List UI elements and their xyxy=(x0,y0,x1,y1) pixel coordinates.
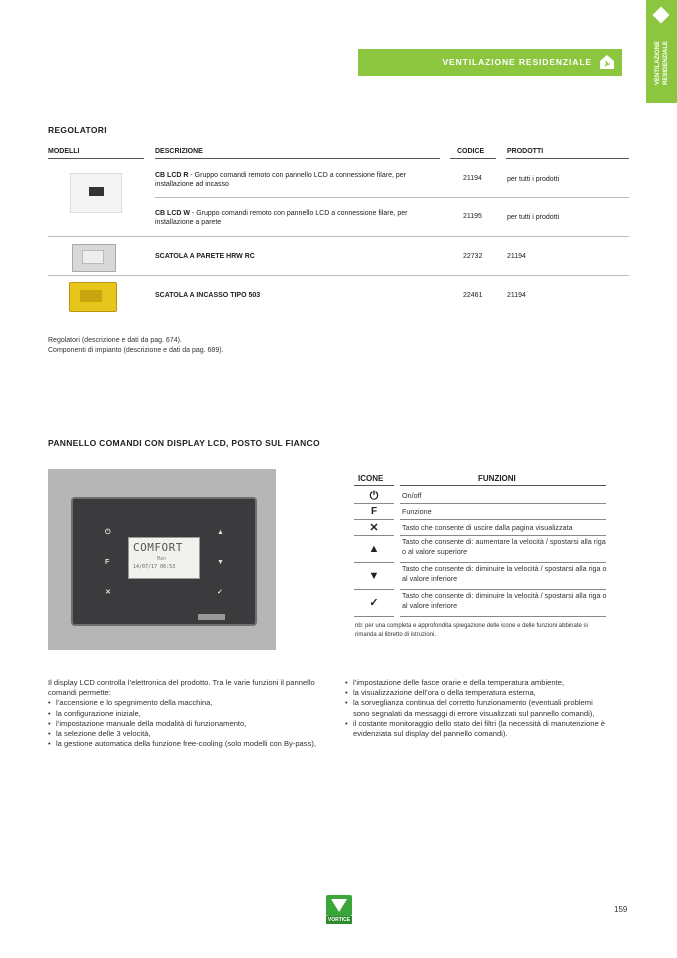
col-descrizione: DESCRIZIONE xyxy=(155,148,203,155)
header-rule xyxy=(506,158,629,159)
row-name: CB LCD W xyxy=(155,210,190,217)
row-products: per tutti i prodotti xyxy=(507,214,560,221)
icon-row-divider xyxy=(400,616,606,617)
list-item: • il costante monitoraggio dello stato dei filtri (la necessità di manutenzione è evidenziata sul display del pannello comandi). xyxy=(345,719,610,739)
panel-check-icon: ✓ xyxy=(217,589,223,596)
power-icon: ⏻ xyxy=(369,490,379,502)
header-rule xyxy=(48,158,144,159)
row-code: 21195 xyxy=(463,213,482,220)
row-desc: - Gruppo comandi remoto con pannello LCD a connessione filare, per installazione ad incasso xyxy=(155,172,406,188)
icon-row-divider xyxy=(354,616,394,617)
note-componenti: Componenti di impianto (descrizione e dati da pag. 689). xyxy=(48,347,224,354)
x-icon: ✕ xyxy=(369,522,379,534)
body-right xyxy=(345,678,610,739)
section-side-tab xyxy=(646,0,677,103)
row-products: 21194 xyxy=(507,253,526,260)
row-divider xyxy=(48,275,629,276)
list-item: • l’impostazione delle fasce orarie e della temperatura ambiente, xyxy=(345,678,610,688)
function-text: Tasto che consente di: diminuire la velocità / spostarsi alla riga o al valore inferiore xyxy=(402,591,607,610)
row-name: SCATOLA A PARETE HRW RC xyxy=(155,253,255,260)
row-divider xyxy=(48,236,629,237)
fan-diamond-icon xyxy=(653,7,670,24)
side-tab-label-2: RESIDENZIALE xyxy=(662,41,669,86)
col-funzioni: FUNZIONI xyxy=(478,474,516,483)
control-panel-photo xyxy=(48,469,276,650)
brand-plate xyxy=(198,614,225,620)
f-icon: F xyxy=(370,506,378,517)
check-icon: ✓ xyxy=(369,597,379,609)
scatola-parete-image xyxy=(68,240,118,272)
icon-row-divider xyxy=(400,589,606,590)
list-item: • la selezione delle 3 velocità, xyxy=(48,729,333,739)
panel-power-icon: ⏻ xyxy=(105,529,111,536)
function-text: Tasto che consente di: aumentare la velocità / spostarsi alla riga o al valore superiore xyxy=(402,537,606,556)
cb-lcd-r-image xyxy=(70,173,122,213)
row-divider xyxy=(155,197,629,198)
row-products: per tutti i prodotti xyxy=(507,176,560,183)
row-code: 22461 xyxy=(463,292,483,299)
panel-x-icon: ✕ xyxy=(105,589,111,596)
icon-row-divider xyxy=(400,519,606,520)
page-number: 159 xyxy=(614,905,628,914)
list-item: • la sorveglianza continua del corretto funzionamento (eventuali problemi sono segnalati da messaggi di errore visualizzati sul pannello comandi), xyxy=(345,698,610,718)
header-rule xyxy=(354,485,394,486)
section-banner xyxy=(358,49,622,76)
panel-up-icon: ▲ xyxy=(217,529,224,536)
house-fan-icon xyxy=(598,53,616,71)
function-text: Tasto che consente di: diminuire la velocità / spostarsi alla riga o al valore inferiore xyxy=(402,564,607,583)
panel-down-icon: ▼ xyxy=(217,559,224,566)
col-modelli: MODELLI xyxy=(48,148,80,155)
list-item: • la visualizzazione dell’ora o della temperatura esterna, xyxy=(345,688,610,698)
row-name: CB LCD R xyxy=(155,172,189,179)
row-code: 22732 xyxy=(463,253,483,260)
body-intro: Il display LCD controlla l’elettronica del prodotto. Tra le varie funzioni il pannello comandi permette: xyxy=(48,678,315,698)
lcd-line-3: 14/07/17 06:53 xyxy=(133,564,176,570)
function-text: Tasto che consente di uscire dalla pagina visualizzata xyxy=(402,523,573,532)
list-item: • l’accensione e lo spegnimento della macchina, xyxy=(48,698,333,708)
col-codice: CODICE xyxy=(457,148,485,155)
row-products: 21194 xyxy=(507,292,526,299)
header-rule xyxy=(450,158,496,159)
icon-row-divider xyxy=(400,562,606,563)
scatola-incasso-image xyxy=(66,279,118,313)
function-text: On/off xyxy=(402,491,422,500)
row-code: 21194 xyxy=(463,175,482,182)
col-prodotti: PRODOTTI xyxy=(507,148,544,155)
banner-title: VENTILAZIONE RESIDENZIALE xyxy=(442,57,592,67)
regolatori-heading: REGOLATORI xyxy=(48,125,107,135)
header-rule xyxy=(400,485,606,486)
logo-text: VORTICE xyxy=(327,917,351,923)
triangle-up-icon: ▲ xyxy=(368,543,380,555)
icons-footnote: nb: per una completa e approfondita spiegazione delle icone e delle funzioni abbinate si rimanda al libretto di istruzioni. xyxy=(355,623,588,638)
list-item: • la configurazione iniziale, xyxy=(48,709,333,719)
row-desc: - Gruppo comandi remoto con pannello LCD a connessione filare, per installazione a parete xyxy=(155,210,408,226)
list-item: • l’impostazione manuale della modalità di funzionamento, xyxy=(48,719,333,729)
list-item: • la gestione automatica della funzione free-cooling (solo modelli con By-pass), xyxy=(48,739,333,749)
vortice-logo xyxy=(326,895,352,924)
lcd-line-1: COMFORT xyxy=(133,541,183,554)
icon-row-divider xyxy=(400,503,606,504)
note-regolatori: Regolatori (descrizione e dati da pag. 674). xyxy=(48,337,182,344)
col-icone: ICONE xyxy=(358,474,384,483)
control-panel xyxy=(71,497,257,626)
panel-f-icon: F xyxy=(105,559,110,566)
function-text: Funzione xyxy=(402,507,432,516)
lcd-display xyxy=(128,537,200,579)
body-left xyxy=(48,678,333,749)
pannello-heading: PANNELLO COMANDI CON DISPLAY LCD, POSTO SUL FIANCO xyxy=(48,438,320,448)
icon-row-divider xyxy=(400,535,606,536)
header-rule xyxy=(155,158,440,159)
row-name: SCATOLA A INCASSO TIPO 503 xyxy=(155,292,261,299)
triangle-down-icon: ▼ xyxy=(368,570,380,582)
lcd-line-2: Man xyxy=(157,556,167,562)
side-tab-label-1: VENTILAZIONE xyxy=(654,41,661,86)
